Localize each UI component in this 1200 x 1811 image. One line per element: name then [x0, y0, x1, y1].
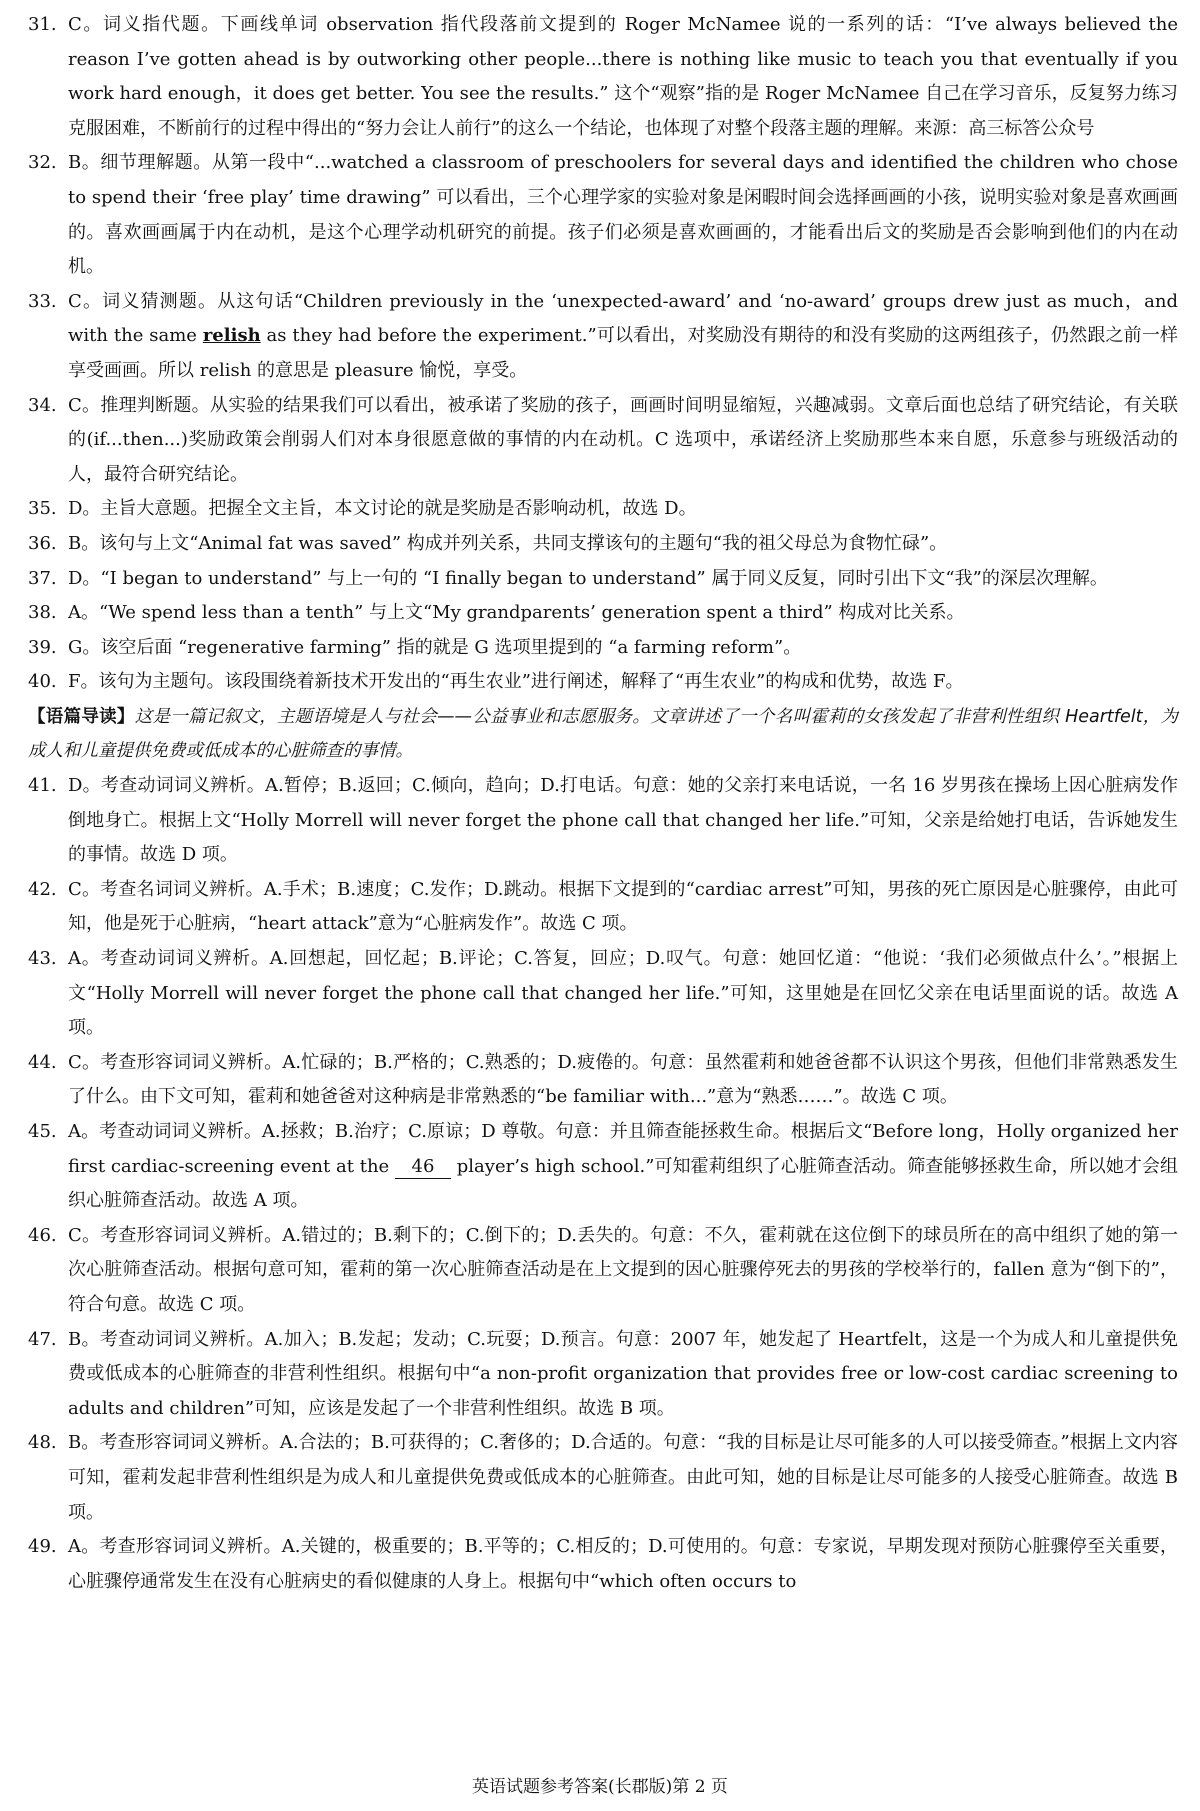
item-text: C。词义指代题。下画线单词 observation 指代段落前文提到的 Roger McNamee 说的一系列的话：“I’ve always believed the reason I’ve gotten ahead is by outworking other people...there is nothing like music to teach you that eventually if you work hard enough，it does get better. You see the results.” 这个“观察”指的是 Roger McNamee 自己在学习音乐，反复努力练习克服困难，不断前行的过程中得出的“努力会让人前行”的这么一个结论，也体现了对整个段落主题的理解。来源：高三标答公众号 — [68, 14, 1178, 139]
item-number: 31. — [28, 14, 57, 35]
item-text-part: as they had before the experiment.”可以看出，对奖励没有期待的和没有奖励的这两组孩子，仍然跟之前一样享受画画。所以 relish 的意思是 pleasure 愉悦，享受。 — [68, 325, 1178, 381]
answer-44 — [28, 1046, 1178, 1115]
item-text: F。该句为主题句。该段围绕着新技术开发出的“再生农业”进行阐述，解释了“再生农业”的构成和优势，故选 F。 — [68, 671, 964, 693]
item-number: 33. — [28, 290, 57, 312]
answer-38 — [28, 596, 1178, 631]
item-text: A。“We spend less than a tenth” 与上文“My grandparents’ generation spent a third” 构成对比关系。 — [68, 602, 965, 624]
item-number: 36. — [28, 532, 57, 554]
answer-33 — [28, 285, 1178, 389]
item-number: 48. — [28, 1432, 57, 1454]
item-text: C。考查形容词词义辨析。A.忙碌的；B.严格的；C.熟悉的；D.疲倦的。句意：虽然霍莉和她爸爸都不认识这个男孩，但他们非常熟悉发生了什么。由下文可知，霍莉和她爸爸对这种病是非常熟悉的“be familiar with...”意为“熟悉……”。故选 C 项。 — [68, 1051, 1178, 1108]
answer-36 — [28, 527, 1178, 562]
item-text-part: C。词义猜测题。从这句话“Children previously in the ‘unexpected-award’ and ‘no-award’ groups drew just as much，and with the same — [68, 290, 1178, 347]
answer-49 — [28, 1530, 1178, 1599]
item-text-part: A。考查动词词义辨析。A.拯救；B.治疗；C.原谅；D 尊敬。句意：并且筛查能拯救生命。根据后文“Before long，Holly organized her first cardiac-screening event at the — [68, 1121, 1178, 1177]
blank-46: 46 — [395, 1156, 451, 1179]
item-text: A。考查动词词义辨析。A.回想起，回忆起；B.评论；C.答复，回应；D.叹气。句意：她回忆道：“他说：‘我们必须做点什么’。”根据上文“Holly Morrell will never forget the phone call that changed her life.”可知，这里她是在回忆父亲在电话里面说的话。故选 A 项。 — [68, 948, 1178, 1039]
passage-guide — [28, 700, 1178, 769]
item-number: 41. — [28, 775, 57, 797]
passage-guide-label: 【语篇导读】 — [28, 706, 135, 727]
item-text: A。考查形容词词义辨析。A.关键的，极重要的；B.平等的；C.相反的；D.可使用的。句意：专家说，早期发现对预防心脏骤停至关重要，心脏骤停通常发生在没有心脏病史的看似健康的人身上。根据句中“which often occurs to — [68, 1536, 1178, 1592]
item-text: C。考查名词词义辨析。A.手术；B.速度；C.发作；D.跳动。根据下文提到的“cardiac arrest”可知，男孩的死亡原因是心脏骤停，由此可知，他是死于心脏病，“heart attack”意为“心脏病发作”。故选 C 项。 — [68, 878, 1178, 935]
answer-46 — [28, 1219, 1178, 1323]
item-number: 44. — [28, 1051, 57, 1073]
item-text: B。考查动词词义辨析。A.加入；B.发起；发动；C.玩耍；D.预言。句意：2007 年，她发起了 Heartfelt，这是一个为成人和儿童提供免费或低成本的心脏筛查的非营利性组织。根据句中“a non-profit organization that provides free or low-cost cardiac screening to adults and children”可知，应该是发起了一个非营利性组织。故选 B 项。 — [68, 1328, 1178, 1419]
answer-45 — [28, 1115, 1178, 1219]
answer-48 — [28, 1426, 1178, 1530]
item-number: 32. — [28, 152, 57, 174]
page-footer: 英语试题参考答案(长郡版)第 2 页 — [472, 1777, 728, 1797]
answer-32 — [28, 146, 1178, 284]
item-text: B。细节理解题。从第一段中“...watched a classroom of preschoolers for several days and identified the children who chose to spend their ‘free play’ time drawing” 可以看出，三个心理学家的实验对象是闲暇时间会选择画画的小孩，说明实验对象是喜欢画画的。喜欢画画属于内在动机，是这个心理学动机研究的前提。孩子们必须是喜欢画画的，才能看出后文的奖励是否会影响到他们的内在动机。 — [68, 152, 1178, 278]
item-text: G。该空后面 “regenerative farming” 指的就是 G 选项里提到的 “a farming reform”。 — [68, 636, 802, 658]
underlined-word-relish: relish — [202, 325, 261, 347]
item-text-part: player’s high school.”可知霍莉组织了心脏筛查活动。筛查能够拯救生命，所以她才会组织心脏筛查活动。故选 A 项。 — [68, 1155, 1178, 1212]
answer-40 — [28, 665, 1178, 700]
item-number: 38. — [28, 602, 57, 624]
item-number: 49. — [28, 1536, 57, 1558]
item-text: D。“I began to understand” 与上一句的 “I finally began to understand” 属于同义反复，同时引出下文“我”的深层次理解。 — [68, 567, 1108, 589]
answer-37 — [28, 562, 1178, 597]
item-number: 46. — [28, 1224, 57, 1246]
item-text: B。考查形容词词义辨析。A.合法的；B.可获得的；C.奢侈的；D.合适的。句意：“我的目标是让尽可能多的人可以接受筛查。”根据上文内容可知，霍莉发起非营利性组织是为成人和儿童提供免费或低成本的心脏筛查。由此可知，她的目标是让尽可能多的人接受心脏筛查。故选 B 项。 — [68, 1432, 1178, 1523]
answer-39 — [28, 631, 1178, 666]
item-number: 42. — [28, 878, 57, 900]
item-text: B。该句与上文“Animal fat was saved” 构成并列关系，共同支撑该句的主题句“我的祖父母总为食物忙碌”。 — [68, 532, 948, 554]
item-number: 47. — [28, 1328, 57, 1350]
answer-35 — [28, 492, 1178, 527]
item-number: 34. — [28, 394, 57, 416]
answer-41 — [28, 769, 1178, 873]
item-text: C。推理判断题。从实验的结果我们可以看出，被承诺了奖励的孩子，画画时间明显缩短，兴趣减弱。文章后面也总结了研究结论，有关联的(if...then...)奖励政策会削弱人们对本身很愿意做的事情的内在动机。C 选项中，承诺经济上奖励那些本来自愿，乐意参与班级活动的人，最符合研究结论。 — [68, 394, 1178, 485]
answer-47 — [28, 1323, 1178, 1427]
item-text: C。考查形容词词义辨析。A.错过的；B.剩下的；C.倒下的；D.丢失的。句意：不久，霍莉就在这位倒下的球员所在的高中组织了她的第一次心脏筛查活动。根据句意可知，霍莉的第一次心脏筛查活动是在上文提到的因心脏骤停死去的男孩的学校举行的，fallen 意为“倒下的”，符合句意。故选 C 项。 — [68, 1224, 1178, 1315]
item-number: 45. — [28, 1121, 57, 1142]
item-text: D。主旨大意题。把握全文主旨，本文讨论的就是奖励是否影响动机，故选 D。 — [68, 498, 697, 520]
item-number: 43. — [28, 948, 57, 970]
item-number: 35. — [28, 498, 57, 520]
answer-key-page — [28, 8, 1178, 1599]
item-number: 39. — [28, 636, 57, 658]
item-number: 37. — [28, 567, 57, 589]
passage-guide-text: 这是一篇记叙文，主题语境是人与社会——公益事业和志愿服务。文章讲述了一个名叫霍莉的女孩发起了非营利性组织 Heartfelt，为成人和儿童提供免费或低成本的心脏筛查的事情。 — [28, 706, 1179, 762]
item-number: 40. — [28, 671, 57, 693]
item-text: D。考查动词词义辨析。A.暂停；B.返回；C.倾向，趋向；D.打电话。句意：她的父亲打来电话说，一名 16 岁男孩在操场上因心脏病发作倒地身亡。根据上文“Holly Morrell will never forget the phone call that changed her life.”可知，父亲是给她打电话，告诉她发生的事情。故选 D 项。 — [68, 775, 1178, 866]
answer-43 — [28, 942, 1178, 1046]
answer-34 — [28, 389, 1178, 493]
answer-42 — [28, 873, 1178, 942]
answer-31 — [28, 8, 1178, 146]
